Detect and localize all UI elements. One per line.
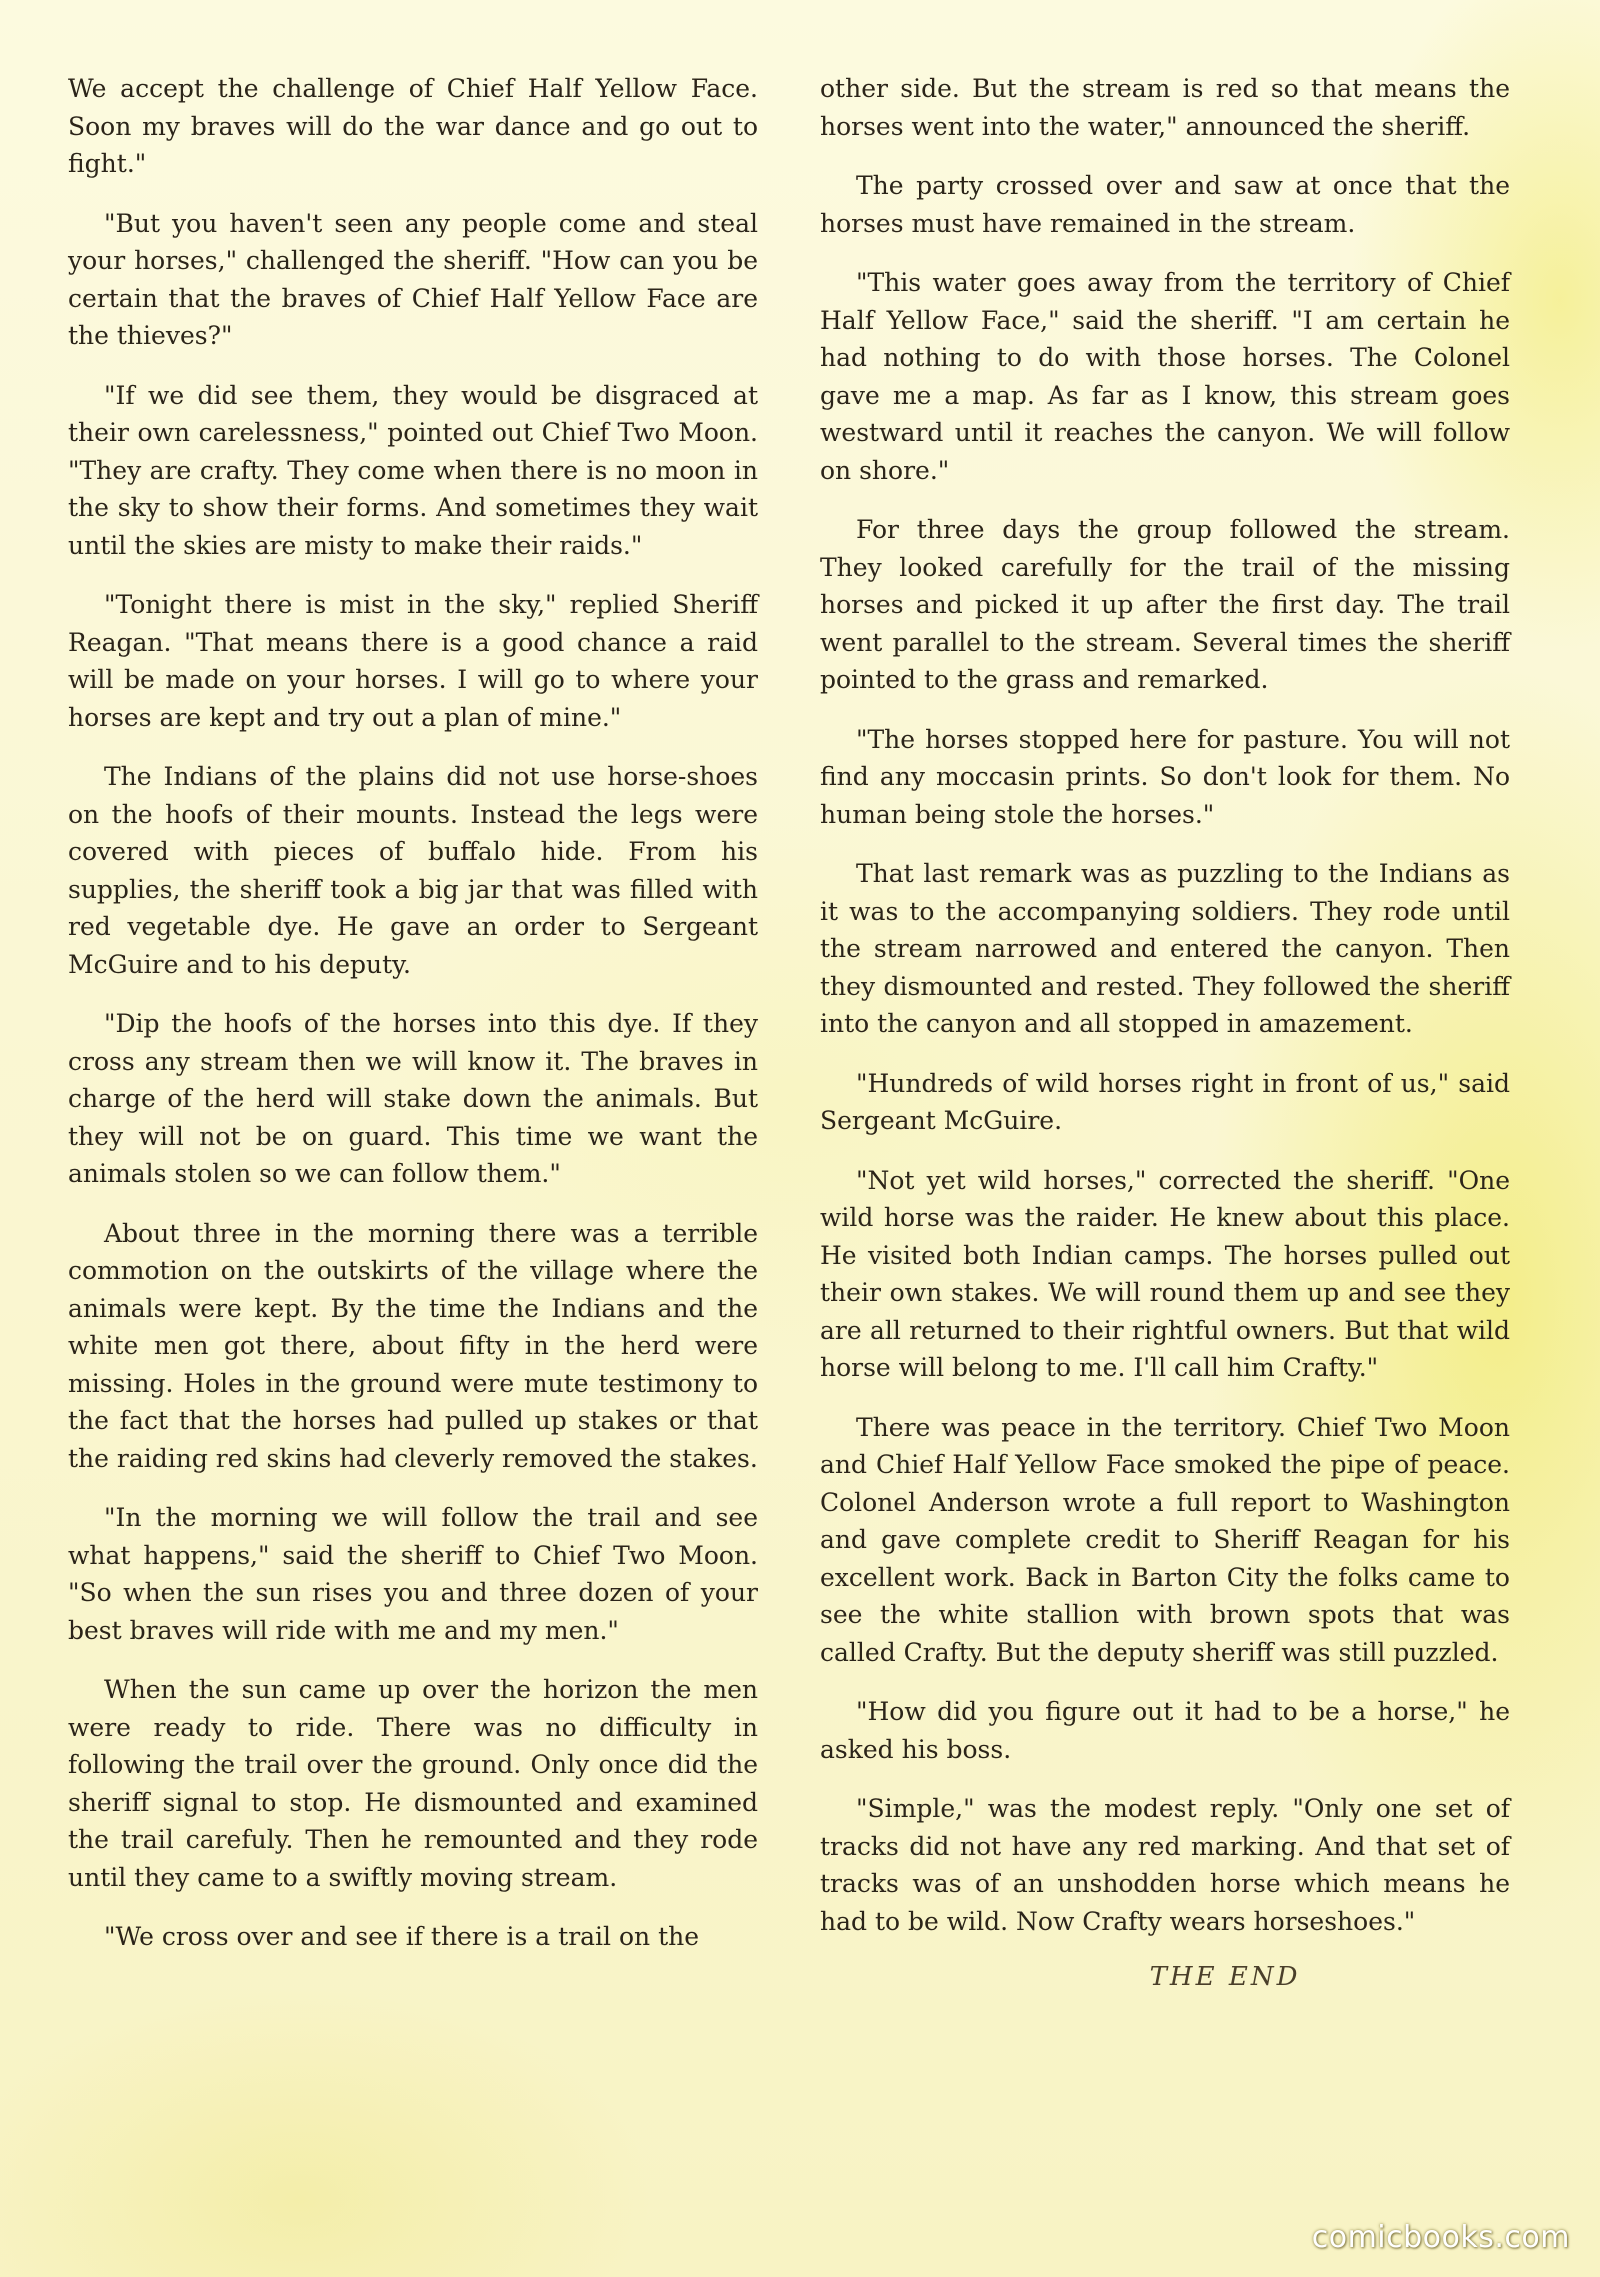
paragraph: We accept the challenge of Chief Half Yellow Face. Soon my braves will do the war dance and go out to fight." <box>68 74 758 178</box>
paragraph: "In the morning we will follow the trail and see what happens," said the sheriff to Chief Two Moon. "So when the sun rises you and three dozen of your best braves will ride with me and my men." <box>68 1503 758 1645</box>
paragraph: "If we did see them, they would be disgraced at their own carelessness," pointed out Chief Two Moon. "They are crafty. They come when there is no moon in the sky to show their forms. And sometimes they wait until the skies are misty to make their raids." <box>68 380 758 560</box>
paragraph: "This water goes away from the territory of Chief Half Yellow Face," said the sheriff. "I am certain he had nothing to do with those horses. The Colonel gave me a map. As far as I know, this stream goes westward until it reaches the canyon. We will follow on shore." <box>820 268 1510 485</box>
right-text-column <box>820 70 1510 1992</box>
paragraph: other side. But the stream is red so that means the horses went into the water," announced the sheriff. <box>820 74 1510 141</box>
the-end-label: THE END <box>1149 1962 1301 1992</box>
paragraph: There was peace in the territory. Chief Two Moon and Chief Half Yellow Face smoked the pipe of peace. Colonel Anderson wrote a full report to Washington and gave complete credit to Sheriff Reagan for his excellent work. Back in Barton City the folks came to see the white stallion with brown spots that was called Crafty. But the deputy sheriff was still puzzled. <box>820 1412 1510 1667</box>
paragraph: "Dip the hoofs of the horses into this dye. If they cross any stream then we will know it. The braves in charge of the herd will stake down the animals. But they will not be on guard. This time we want the animals stolen so we can follow them." <box>68 1009 758 1188</box>
paragraph: The Indians of the plains did not use horse-shoes on the hoofs of their mounts. Instead the legs were covered with pieces of buffalo hide. From his supplies, the sheriff took a big jar that was filled with red vegetable dye. He gave an order to Sergeant McGuire and to his deputy. <box>68 762 758 979</box>
paragraph: "But you haven't seen any people come and steal your horses," challenged the sheriff. "How can you be certain that the braves of Chief Half Yellow Face are the thieves?" <box>68 208 758 350</box>
paragraph: The party crossed over and saw at once that the horses must have remained in the stream. <box>820 171 1510 238</box>
paragraph: "Simple," was the modest reply. "Only one set of tracks did not have any red marking. And that set of tracks was of an unshodden horse which means he had to be wild. Now Crafty wears horseshoes." <box>820 1794 1510 1936</box>
paragraph: "We cross over and see if there is a trail on the <box>104 1922 700 1951</box>
paragraph: "Hundreds of wild horses right in front of us," said Sergeant McGuire. <box>820 1068 1510 1135</box>
paragraph: When the sun came up over the horizon the men were ready to ride. There was no difficulty in following the trail over the ground. Only once did the sheriff signal to stop. He dismounted and examined the trail carefuly. Then he remounted and they rode until they came to a swiftly moving stream. <box>68 1675 758 1892</box>
paragraph: "Tonight there is mist in the sky," replied Sheriff Reagan. "That means there is a good chance a raid will be made on your horses. I will go to where your horses are kept and try out a plan of mine." <box>68 590 758 732</box>
paragraph: "The horses stopped here for pasture. You will not find any moccasin prints. So don't look for them. No human being stole the horses." <box>820 724 1510 829</box>
paragraph: "How did you figure out it had to be a horse," he asked his boss. <box>820 1697 1510 1764</box>
site-watermark: comicbooks.com <box>1311 2220 1570 2255</box>
paragraph: About three in the morning there was a terrible commotion on the outskirts of the village where the animals were kept. By the time the Indians and the white men got there, about fifty in the herd were missing. Holes in the ground were mute testimony to the fact that the horses had pulled up stakes or that the raiding red skins had cleverly removed the stakes. <box>68 1218 758 1473</box>
left-text-column <box>68 70 758 1978</box>
paragraph: For three days the group followed the stream. They looked carefully for the trail of the missing horses and picked it up after the first day. The trail went parallel to the stream. Several times the sheriff pointed to the grass and remarked. <box>820 515 1510 694</box>
paragraph: "Not yet wild horses," corrected the sheriff. "One wild horse was the raider. He knew about this place. He visited both Indian camps. The horses pulled out their own stakes. We will round them up and see they are all returned to their rightful owners. But that wild horse will belong to me. I'll call him Crafty." <box>820 1165 1510 1382</box>
paragraph: That last remark was as puzzling to the Indians as it was to the accompanying soldiers. They rode until the stream narrowed and entered the canyon. Then they dismounted and rested. They followed the sheriff into the canyon and all stopped in amazement. <box>820 859 1510 1038</box>
